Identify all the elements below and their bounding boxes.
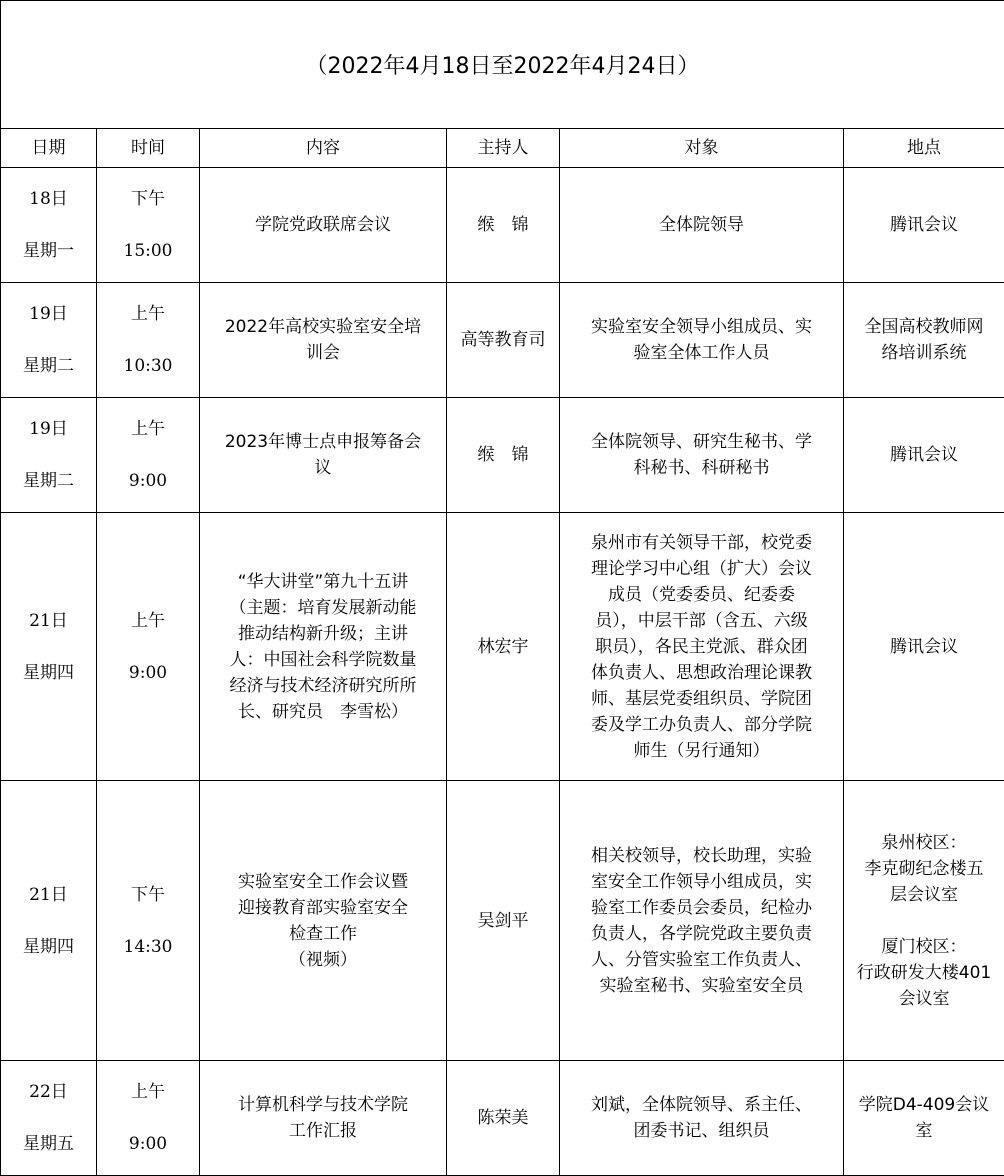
audience-cell: 全体院领导、研究生秘书、学 科秘书、科研秘书 <box>560 398 844 513</box>
day-label: 19日 <box>29 416 68 442</box>
day-label: 22日 <box>29 1079 68 1105</box>
header-audience: 对象 <box>560 129 844 168</box>
weekday-label: 星期四 <box>23 934 74 960</box>
period-label: 下午 <box>131 882 165 908</box>
weekday-label: 星期二 <box>23 468 74 494</box>
content-cell: 2023年博士点申报筹备会 议 <box>200 398 447 513</box>
content-cell: 计算机科学与技术学院 工作汇报 <box>200 1061 447 1176</box>
table-row <box>1 781 1004 1061</box>
content-cell: 实验室安全工作会议暨 迎接教育部实验室安全 检查工作 （视频） <box>200 781 447 1061</box>
header-location: 地点 <box>844 129 1004 168</box>
audience-cell: 刘斌，全体院领导、系主任、 团委书记、组织员 <box>560 1061 844 1176</box>
clock-label: 15:00 <box>124 238 173 264</box>
table-row <box>1 1061 1004 1176</box>
audience-cell: 实验室安全领导小组成员、实 验室全体工作人员 <box>560 283 844 398</box>
clock-label: 9:00 <box>129 1131 167 1157</box>
table-row <box>1 168 1004 283</box>
location-cell: 腾讯会议 <box>844 398 1004 513</box>
table-row <box>1 398 1004 513</box>
time-cell <box>97 781 200 1061</box>
content-cell: 2022年高校实验室安全培 训会 <box>200 283 447 398</box>
clock-label: 9:00 <box>129 660 167 686</box>
audience-cell: 全体院领导 <box>560 168 844 283</box>
header-time: 时间 <box>97 129 200 168</box>
header-content: 内容 <box>200 129 447 168</box>
content-cell: 学院党政联席会议 <box>200 168 447 283</box>
date-cell <box>1 283 97 398</box>
period-label: 上午 <box>131 416 165 442</box>
host-cell: 陈荣美 <box>447 1061 560 1176</box>
clock-label: 9:00 <box>129 468 167 494</box>
time-cell <box>97 1061 200 1176</box>
host-cell: 缑 锦 <box>447 398 560 513</box>
date-cell <box>1 781 97 1061</box>
host-cell: 缑 锦 <box>447 168 560 283</box>
weekday-label: 星期五 <box>23 1131 74 1157</box>
day-label: 18日 <box>29 186 68 212</box>
host-cell: 林宏宇 <box>447 513 560 781</box>
location-cell: 学院D4-409会议 室 <box>844 1061 1004 1176</box>
weekday-label: 星期二 <box>23 353 74 379</box>
period-label: 上午 <box>131 301 165 327</box>
time-cell <box>97 513 200 781</box>
audience-cell: 相关校领导，校长助理，实验 室安全工作领导小组成员，实 验室工作委员会委员，纪检办 负责人，各学院党政主要负责 人、分管实验室工作负责人、 实验室秘书、实验室安全员 <box>560 781 844 1061</box>
header-date: 日期 <box>1 129 97 168</box>
audience-cell: 泉州市有关领导干部，校党委 理论学习中心组（扩大）会议 成员（党委委员、纪委委 员），中层干部（含五、六级 职员），各民主党派、群众团 体负责人、思想政治理论课教 师、基层党委组织员、学院团 委及学工办负责人、部分学院 师生（另行通知） <box>560 513 844 781</box>
date-cell <box>1 1061 97 1176</box>
title-row <box>1 1 1004 129</box>
period-label: 下午 <box>131 186 165 212</box>
day-label: 19日 <box>29 301 68 327</box>
host-cell: 吴剑平 <box>447 781 560 1061</box>
date-cell <box>1 168 97 283</box>
location-cell: 腾讯会议 <box>844 513 1004 781</box>
clock-label: 14:30 <box>124 934 173 960</box>
location-cell: 全国高校教师网 络培训系统 <box>844 283 1004 398</box>
period-label: 上午 <box>131 1079 165 1105</box>
table-row <box>1 283 1004 398</box>
table-row <box>1 513 1004 781</box>
schedule-title: （2022年4月18日至2022年4月24日） <box>1 1 1004 129</box>
clock-label: 10:30 <box>124 353 173 379</box>
date-cell <box>1 513 97 781</box>
date-cell <box>1 398 97 513</box>
location-cell: 泉州校区： 李克砌纪念楼五 层会议室 厦门校区： 行政研发大楼401 会议室 <box>844 781 1004 1061</box>
host-cell: 高等教育司 <box>447 283 560 398</box>
period-label: 上午 <box>131 608 165 634</box>
location-cell: 腾讯会议 <box>844 168 1004 283</box>
header-row <box>1 129 1004 168</box>
weekday-label: 星期一 <box>23 238 74 264</box>
day-label: 21日 <box>29 608 68 634</box>
weekday-label: 星期四 <box>23 660 74 686</box>
content-cell: “华大讲堂”第九十五讲 （主题：培育发展新动能 推动结构新升级；主讲 人：中国社会科学院数量 经济与技术经济研究所所 长、研究员 李雪松） <box>200 513 447 781</box>
header-host: 主持人 <box>447 129 560 168</box>
time-cell <box>97 283 200 398</box>
time-cell <box>97 398 200 513</box>
day-label: 21日 <box>29 882 68 908</box>
time-cell <box>97 168 200 283</box>
